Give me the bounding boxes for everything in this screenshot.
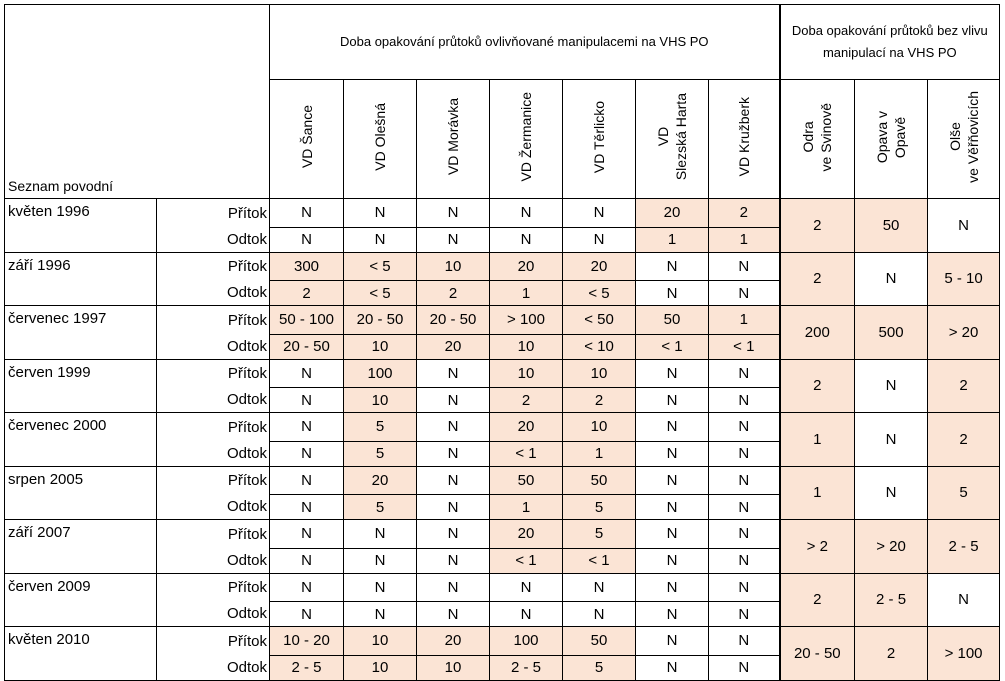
unmanipulated-value: N <box>855 466 928 520</box>
inflow-value: N <box>490 199 563 228</box>
outflow-value: 10 <box>417 655 490 680</box>
outflow-value: N <box>709 281 780 306</box>
outflow-value: 1 <box>490 495 563 520</box>
inflow-value: 20 <box>490 252 563 281</box>
outflow-value: 2 <box>490 388 563 413</box>
inflow-value: 20 <box>490 520 563 549</box>
inflow-value: N <box>636 359 709 388</box>
inflow-value: N <box>709 252 780 281</box>
column-header-label: Opava v Opavě <box>874 110 909 164</box>
outflow-value: N <box>636 495 709 520</box>
outflow-value: N <box>344 548 417 573</box>
outflow-value: N <box>636 441 709 466</box>
outflow-value: 2 <box>563 388 636 413</box>
flood-name: červenec 2000 <box>5 413 157 442</box>
outflow-value: 10 <box>344 388 417 413</box>
outflow-value: 2 - 5 <box>490 655 563 680</box>
row-kind-label: Odtok <box>157 441 270 466</box>
inflow-value: N <box>270 359 344 388</box>
outflow-value: 10 <box>344 334 417 359</box>
outflow-value: < 1 <box>709 334 780 359</box>
outflow-value: N <box>490 227 563 252</box>
table-row <box>5 359 1000 388</box>
outflow-value: 20 <box>417 334 490 359</box>
outflow-value: N <box>709 548 780 573</box>
column-header <box>780 80 855 199</box>
outflow-value: 10 <box>344 655 417 680</box>
inflow-value: > 100 <box>490 306 563 335</box>
unmanipulated-value: > 2 <box>780 520 855 574</box>
row-kind-label: Odtok <box>157 227 270 252</box>
inflow-value: N <box>270 199 344 228</box>
inflow-value: 20 <box>563 252 636 281</box>
outflow-value: 2 - 5 <box>270 655 344 680</box>
column-header-label: VD Šance <box>298 105 315 169</box>
column-header-label: VD Těrlicko <box>591 100 608 174</box>
outflow-value: N <box>563 602 636 627</box>
inflow-value: N <box>709 413 780 442</box>
outflow-value: 1 <box>490 281 563 306</box>
outflow-value: < 1 <box>490 548 563 573</box>
row-kind-label: Přítok <box>157 252 270 281</box>
flood-name: červen 2009 <box>5 573 157 602</box>
group-header-unmanipulated: Doba opakování průtoků bez vlivu manipulací na VHS PO <box>780 5 1000 80</box>
flood-name-continuation <box>5 548 157 573</box>
flood-name-continuation <box>5 655 157 680</box>
unmanipulated-value: N <box>928 573 1000 627</box>
unmanipulated-value: 5 <box>928 466 1000 520</box>
flood-name-continuation <box>5 495 157 520</box>
inflow-value: N <box>636 573 709 602</box>
column-header <box>270 80 344 199</box>
flood-name-continuation <box>5 227 157 252</box>
column-header <box>563 80 636 199</box>
inflow-value: 1 <box>709 306 780 335</box>
inflow-value: 10 - 20 <box>270 627 344 656</box>
inflow-value: 5 <box>344 413 417 442</box>
inflow-value: N <box>344 199 417 228</box>
outflow-value: N <box>636 548 709 573</box>
outflow-value: 10 <box>490 334 563 359</box>
unmanipulated-value: 500 <box>855 306 928 360</box>
outflow-value: N <box>270 495 344 520</box>
unmanipulated-value: 2 <box>780 359 855 413</box>
inflow-value: 20 <box>490 413 563 442</box>
inflow-value: N <box>563 573 636 602</box>
inflow-value: 20 - 50 <box>344 306 417 335</box>
row-kind-label: Odtok <box>157 281 270 306</box>
unmanipulated-value: 2 <box>928 413 1000 467</box>
inflow-value: 10 <box>344 627 417 656</box>
outflow-value: N <box>270 548 344 573</box>
outflow-value: N <box>636 388 709 413</box>
inflow-value: 20 - 50 <box>417 306 490 335</box>
inflow-value: 50 <box>563 466 636 495</box>
row-kind-label: Odtok <box>157 334 270 359</box>
outflow-value: N <box>270 227 344 252</box>
corner-label: Seznam povodní <box>5 5 270 199</box>
row-kind-label: Odtok <box>157 495 270 520</box>
unmanipulated-value: N <box>855 359 928 413</box>
inflow-value: 10 <box>563 413 636 442</box>
outflow-value: N <box>636 655 709 680</box>
column-header-label: VD Morávka <box>445 98 462 176</box>
outflow-value: N <box>417 227 490 252</box>
outflow-value: < 5 <box>344 281 417 306</box>
inflow-value: N <box>270 466 344 495</box>
outflow-value: N <box>709 495 780 520</box>
inflow-value: N <box>636 252 709 281</box>
inflow-value: N <box>270 573 344 602</box>
inflow-value: N <box>344 573 417 602</box>
column-header-label: VD Kružberk <box>735 97 752 177</box>
inflow-value: N <box>709 466 780 495</box>
inflow-value: N <box>417 359 490 388</box>
unmanipulated-value: N <box>855 252 928 306</box>
unmanipulated-value: 20 - 50 <box>780 627 855 681</box>
column-header-label: VD Žermanice <box>518 92 535 182</box>
inflow-value: N <box>417 199 490 228</box>
inflow-value: 50 - 100 <box>270 306 344 335</box>
flood-name: červen 1999 <box>5 359 157 388</box>
column-header <box>709 80 780 199</box>
inflow-value: 10 <box>490 359 563 388</box>
row-kind-label: Odtok <box>157 655 270 680</box>
table-row <box>5 520 1000 549</box>
table-row <box>5 573 1000 602</box>
inflow-value: N <box>709 359 780 388</box>
outflow-value: N <box>636 281 709 306</box>
inflow-value: 100 <box>344 359 417 388</box>
inflow-value: < 5 <box>344 252 417 281</box>
inflow-value: < 50 <box>563 306 636 335</box>
flood-name-continuation <box>5 602 157 627</box>
outflow-value: < 10 <box>563 334 636 359</box>
inflow-value: N <box>417 466 490 495</box>
column-header <box>490 80 563 199</box>
table-row <box>5 252 1000 281</box>
outflow-value: 1 <box>709 227 780 252</box>
outflow-value: N <box>709 441 780 466</box>
unmanipulated-value: 2 - 5 <box>928 520 1000 574</box>
column-header-label: VD Slezská Harta <box>655 93 690 181</box>
outflow-value: 5 <box>563 495 636 520</box>
outflow-value: < 1 <box>490 441 563 466</box>
inflow-value: N <box>636 466 709 495</box>
unmanipulated-value: 2 <box>780 252 855 306</box>
outflow-value: N <box>270 441 344 466</box>
inflow-value: 2 <box>709 199 780 228</box>
row-kind-label: Odtok <box>157 602 270 627</box>
outflow-value: N <box>417 495 490 520</box>
inflow-value: N <box>709 573 780 602</box>
outflow-value: N <box>709 602 780 627</box>
row-kind-label: Přítok <box>157 627 270 656</box>
inflow-value: N <box>709 627 780 656</box>
unmanipulated-value: 1 <box>780 413 855 467</box>
flood-name: srpen 2005 <box>5 466 157 495</box>
table-row <box>5 466 1000 495</box>
column-header <box>344 80 417 199</box>
outflow-value: N <box>270 602 344 627</box>
row-kind-label: Přítok <box>157 413 270 442</box>
unmanipulated-value: > 20 <box>855 520 928 574</box>
unmanipulated-value: 5 - 10 <box>928 252 1000 306</box>
column-header <box>417 80 490 199</box>
table-row <box>5 627 1000 656</box>
outflow-value: N <box>270 388 344 413</box>
table-row <box>5 199 1000 228</box>
unmanipulated-value: > 100 <box>928 627 1000 681</box>
outflow-value: N <box>636 602 709 627</box>
unmanipulated-value: 200 <box>780 306 855 360</box>
outflow-value: N <box>417 388 490 413</box>
unmanipulated-value: 50 <box>855 199 928 253</box>
inflow-value: 300 <box>270 252 344 281</box>
column-header <box>636 80 709 199</box>
inflow-value: N <box>417 520 490 549</box>
flood-name: květen 2010 <box>5 627 157 656</box>
flood-name: květen 1996 <box>5 199 157 228</box>
flood-name: červenec 1997 <box>5 306 157 335</box>
unmanipulated-value: > 20 <box>928 306 1000 360</box>
outflow-value: 5 <box>344 495 417 520</box>
table-row <box>5 306 1000 335</box>
outflow-value: N <box>709 388 780 413</box>
unmanipulated-value: 2 - 5 <box>855 573 928 627</box>
outflow-value: N <box>344 227 417 252</box>
outflow-value: 1 <box>636 227 709 252</box>
inflow-value: 10 <box>417 252 490 281</box>
flood-name-continuation <box>5 281 157 306</box>
inflow-value: N <box>490 573 563 602</box>
flood-return-period-table <box>4 4 1000 681</box>
unmanipulated-value: N <box>855 413 928 467</box>
inflow-value: 50 <box>490 466 563 495</box>
outflow-value: N <box>344 602 417 627</box>
inflow-value: N <box>636 627 709 656</box>
inflow-value: N <box>270 520 344 549</box>
table-row <box>5 413 1000 442</box>
column-header <box>928 80 1000 199</box>
outflow-value: N <box>709 655 780 680</box>
outflow-value: N <box>417 441 490 466</box>
outflow-value: 5 <box>344 441 417 466</box>
row-kind-label: Přítok <box>157 359 270 388</box>
unmanipulated-value: 2 <box>928 359 1000 413</box>
group-header-manipulated: Doba opakování průtoků ovlivňované manipulacemi na VHS PO <box>270 5 780 80</box>
inflow-value: N <box>270 413 344 442</box>
flood-name: září 2007 <box>5 520 157 549</box>
inflow-value: 100 <box>490 627 563 656</box>
outflow-value: < 1 <box>636 334 709 359</box>
row-kind-label: Přítok <box>157 306 270 335</box>
inflow-value: N <box>636 520 709 549</box>
outflow-value: < 5 <box>563 281 636 306</box>
outflow-value: 2 <box>270 281 344 306</box>
outflow-value: 20 - 50 <box>270 334 344 359</box>
outflow-value: N <box>563 227 636 252</box>
column-header-label: Odra ve Svinově <box>800 102 835 172</box>
inflow-value: N <box>344 520 417 549</box>
flood-name-continuation <box>5 334 157 359</box>
inflow-value: N <box>417 413 490 442</box>
unmanipulated-value: 2 <box>855 627 928 681</box>
flood-name-continuation <box>5 441 157 466</box>
outflow-value: 2 <box>417 281 490 306</box>
column-header-label: VD Olešná <box>372 103 389 171</box>
row-kind-label: Odtok <box>157 548 270 573</box>
inflow-value: 20 <box>344 466 417 495</box>
unmanipulated-value: 2 <box>780 573 855 627</box>
inflow-value: 50 <box>636 306 709 335</box>
unmanipulated-value: 1 <box>780 466 855 520</box>
column-header <box>855 80 928 199</box>
inflow-value: 5 <box>563 520 636 549</box>
row-kind-label: Přítok <box>157 520 270 549</box>
row-kind-label: Přítok <box>157 466 270 495</box>
inflow-value: 10 <box>563 359 636 388</box>
unmanipulated-value: N <box>928 199 1000 253</box>
inflow-value: 20 <box>636 199 709 228</box>
table-body <box>5 199 1000 681</box>
outflow-value: 1 <box>563 441 636 466</box>
inflow-value: 20 <box>417 627 490 656</box>
flood-name: září 1996 <box>5 252 157 281</box>
inflow-value: N <box>636 413 709 442</box>
inflow-value: N <box>417 573 490 602</box>
inflow-value: N <box>709 520 780 549</box>
column-header-label: Olše ve Věřňovicích <box>946 91 981 183</box>
outflow-value: 5 <box>563 655 636 680</box>
flood-name-continuation <box>5 388 157 413</box>
outflow-value: N <box>490 602 563 627</box>
inflow-value: 50 <box>563 627 636 656</box>
row-kind-label: Odtok <box>157 388 270 413</box>
inflow-value: N <box>563 199 636 228</box>
outflow-value: < 1 <box>563 548 636 573</box>
row-kind-label: Přítok <box>157 199 270 228</box>
row-kind-label: Přítok <box>157 573 270 602</box>
unmanipulated-value: 2 <box>780 199 855 253</box>
outflow-value: N <box>417 548 490 573</box>
outflow-value: N <box>417 602 490 627</box>
